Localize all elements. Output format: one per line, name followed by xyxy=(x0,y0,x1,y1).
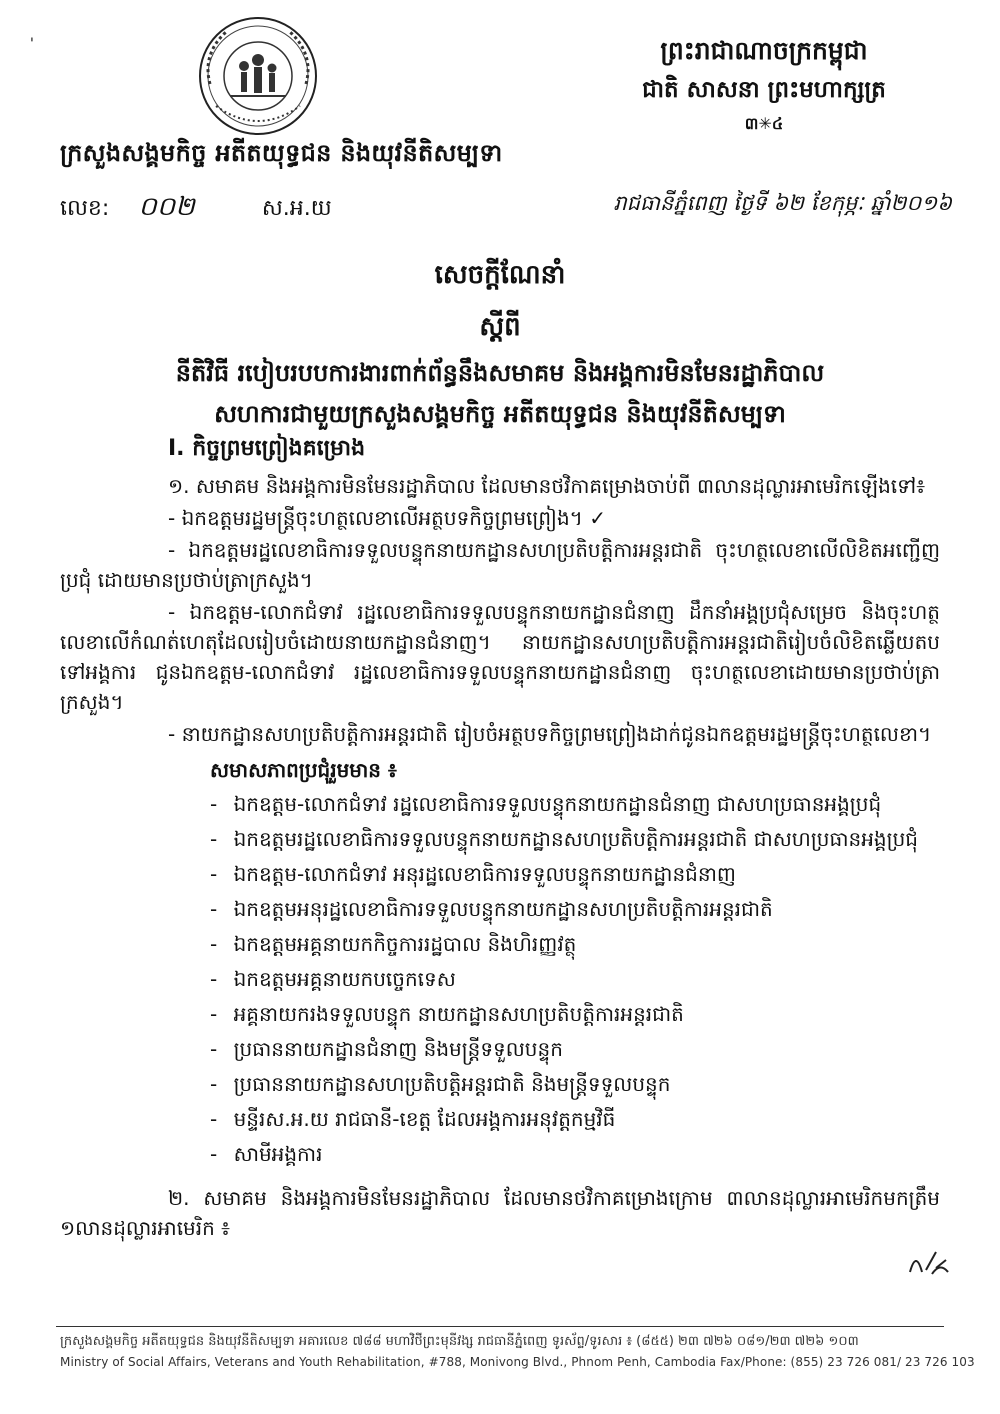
section-1-heading: I. កិច្ចព្រមព្រៀងគម្រោង xyxy=(168,436,366,461)
ref-suffix: ស.អ.យ xyxy=(261,196,332,221)
list-item: - ឯកឧត្តមអគ្គនាយកបច្ចេកទេស xyxy=(210,964,940,994)
document-body xyxy=(60,432,940,1245)
kingdom-title: ព្រះរាជាណាចក្រកម្ពុជា xyxy=(660,36,868,65)
paragraph-1: ១. សមាគម និងអង្គការមិនមែនរដ្ឋាភិបាល ដែលមានថវិកាគម្រោងចាប់ពី ៣លានដុល្លារអាមេរិកឡើងទៅ៖ xyxy=(168,474,925,498)
list-item: - ប្រធាននាយកដ្ឋានសហប្រតិបត្តិអន្តរជាតិ និងមន្ត្រីទទួលបន្ទុក xyxy=(210,1069,940,1099)
bullet-3: - ឯកឧត្តម-លោកជំទាវ រដ្ឋលេខាធិការទទួលបន្ទុកនាយកដ្ឋានជំនាញ ដឹកនាំអង្គប្រជុំសម្រេច និងចុះហត្ថលេខាលើកំណត់ហេតុដែលរៀបចំដោយនាយកដ្ឋានជំនាញ។ នាយកដ្ឋានសហប្រតិបត្តិការអន្តរជាតិរៀបចំលិខិតឆ្លើយតបទៅអង្គការ ជូនឯកឧត្តម-លោកជំទាវ រដ្ឋលេខាធិការទទួលបន្ទុកនាយកដ្ឋានជំនាញ ចុះហត្ថលេខាដោយមានប្រថាប់ត្រាក្រសួង។ xyxy=(60,600,940,714)
bullet-4: - នាយកដ្ឋានសហប្រតិបត្តិការអន្តរជាតិ រៀបចំអត្ថបទកិច្ចព្រមព្រៀងដាក់ជូនឯកឧត្តមរដ្ឋមន្ត្រីចុះហត្ថលេខា។ xyxy=(168,722,932,746)
list-item: - សាមីអង្គការ xyxy=(210,1139,940,1169)
bullet-1: - ឯកឧត្តមរដ្ឋមន្ត្រីចុះហត្ថលេខាលើអត្ថបទកិច្ចព្រមព្រៀង។ ✓ xyxy=(168,506,606,530)
list-item: - ឯកឧត្តម-លោកជំទាវ អនុរដ្ឋលេខាធិការទទួលបន្ទុកនាយកដ្ឋានជំនាញ xyxy=(210,859,940,889)
doc-about: ស្តីពី xyxy=(479,312,521,342)
document-title xyxy=(0,258,1000,434)
bullet-2: - ឯកឧត្តមរដ្ឋលេខាធិការទទួលបន្ទុកនាយកដ្ឋានសហប្រតិបត្តិការអន្តរជាតិ ចុះហត្ថលេខាលើលិខិតអញ្ជើញប្រជុំ ដោយមានប្រថាប់ត្រាក្រសួង។ xyxy=(60,538,940,592)
dateline: រាជធានីភ្នំពេញ ថ្ងៃទី ៦២ ខែកុម្ភៈ ឆ្នាំ២០១៦ xyxy=(613,191,952,215)
footer-address-en: Ministry of Social Affairs, Veterans and Youth Rehabilitation, #788, Monivong Blvd., Phnom Penh, Cambodia Fax/Phone: (855) 23 726 081/ 23 726 103 xyxy=(60,1355,975,1369)
list-item: - ឯកឧត្តមរដ្ឋលេខាធិការទទួលបន្ទុកនាយកដ្ឋានសហប្រតិបត្តិការអន្តរជាតិ ជាសហប្រធានអង្គប្រជុំ xyxy=(210,824,940,854)
members-heading: សមាសភាពប្រជុំរួមមាន ៖ xyxy=(210,758,397,782)
kingdom-header xyxy=(614,36,914,137)
paragraph-2: ២. សមាគម និងអង្គការមិនមែនរដ្ឋាភិបាល ដែលមានថវិកាគម្រោងក្រោម ៣លានដុល្លារអាមេរិកមកត្រឹម ១លានដុល្លារអាមេរិក ៖ xyxy=(60,1186,940,1240)
subject-line-1: នីតិវិធី របៀបរបបការងារពាក់ព័ន្ធនឹងសមាគម និងអង្គការមិនមែនរដ្ឋាភិបាល xyxy=(175,359,825,387)
ornament: ៣✳៤ xyxy=(744,114,784,133)
footer-divider xyxy=(56,1326,944,1327)
ministry-name: ក្រសួងសង្គមកិច្ច អតីតយុទ្ធជន និងយុវនីតិសម្បទា xyxy=(60,139,503,167)
reference-number xyxy=(60,190,332,228)
national-motto: ជាតិ សាសនា ព្រះមហាក្សត្រ xyxy=(642,77,886,103)
initials-mark xyxy=(906,1242,952,1288)
margin-mark: ' xyxy=(30,36,34,52)
doc-type: សេចក្តីណែនាំ xyxy=(434,260,566,290)
ref-number: ០០២ xyxy=(138,192,195,222)
footer-address-kh: ក្រសួងសង្គមកិច្ច អតីតយុទ្ធជន និងយុវនីតិសម្បទា អគារលេខ ៧៨៨ មហាវិថីព្រះមុនីវង្ស រាជធានីភ្នំពេញ ទូរស័ព្ទ/ទូរសារ ៖ (៨៥៥) ២៣ ៧២៦ ០៨១/២៣ ៧២៦ ១០៣ xyxy=(60,1334,859,1349)
list-item: - អគ្គនាយករងទទួលបន្ទុក នាយកដ្ឋានសហប្រតិបត្តិការអន្តរជាតិ xyxy=(210,999,940,1029)
list-item: - ឯកឧត្តមអនុរដ្ឋលេខាធិការទទួលបន្ទុកនាយកដ្ឋានសហប្រតិបត្តិការអន្តរជាតិ xyxy=(210,894,940,924)
list-item: - មន្ទីរស.អ.យ រាជធានី-ខេត្ត ដែលអង្គការអនុវត្តកម្មវិធី xyxy=(210,1104,940,1134)
list-item: - ឯកឧត្តម-លោកជំទាវ រដ្ឋលេខាធិការទទួលបន្ទុកនាយកដ្ឋានជំនាញ ជាសហប្រធានអង្គប្រជុំ xyxy=(210,789,940,819)
ministry-seal xyxy=(196,14,320,138)
list-item: - ប្រធាននាយកដ្ឋានជំនាញ និងមន្ត្រីទទួលបន្ទុក xyxy=(210,1034,940,1064)
members-list xyxy=(210,789,940,1169)
list-item: - ឯកឧត្តមអគ្គនាយកកិច្ចការរដ្ឋបាល និងហិរញ្ញវត្ថុ xyxy=(210,929,940,959)
subject-line-2: សហការជាមួយក្រសួងសង្គមកិច្ច អតីតយុទ្ធជន និងយុវនីតិសម្បទា xyxy=(214,400,786,428)
ref-label: លេខ: xyxy=(60,196,110,221)
